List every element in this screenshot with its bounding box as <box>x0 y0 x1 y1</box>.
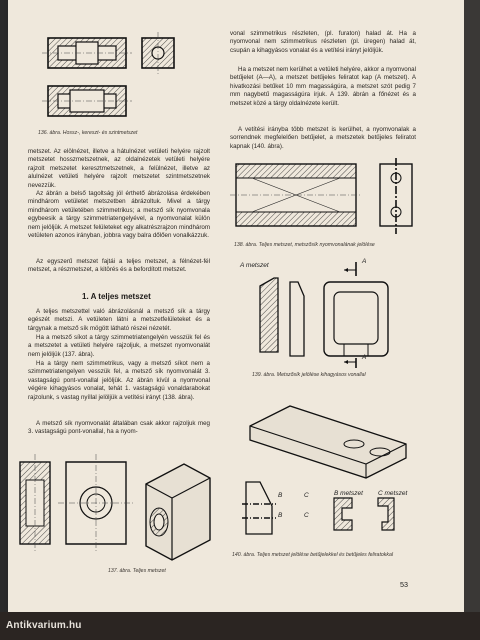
watermark: Antikvarium.hu <box>6 620 82 631</box>
figure-136-caption: 136. ábra. Hossz-, kereszt- és szintmetszet <box>38 130 138 136</box>
figure-140-c-label-bottom: C <box>304 512 309 519</box>
right-paragraph-3: A vetítési irányba több metszet is kerülhet, a nyomvonalak a sorrendnek megfelelően betűjelet, a metszetek betűjeles feliratot kapnak (140. ábra). <box>230 126 416 150</box>
left-paragraph-7: A metsző sík nyomvonalát általában csak akkor rajzoljuk meg 3. vastagságú pont-vonallal, ha a nyom- <box>28 420 210 436</box>
figure-140-section-c-label: C metszet <box>378 490 408 497</box>
figure-139 <box>230 256 420 368</box>
page-number: 53 <box>400 580 408 589</box>
right-paragraph-1: vonal szimmetrikus részleten, (pl. furaton) halad át. Ha a nyomvonal nem szimmetrikus részleten (pl. üregen) halad át, csupán a kihagyásos vonalat és a vetítési irányt jelöljük. <box>230 30 416 54</box>
figure-137 <box>14 444 214 564</box>
left-paragraph-5: Ha a metsző síkot a tárgy szimmetriatengelyén vesszük fel és a metszetet a vetületi helyére rajzoljuk, a metszet nyomvonalát nem jelöljük (137. ábra). <box>28 334 210 358</box>
figure-140-section-b-label: B metszet <box>334 490 363 497</box>
book-spine <box>464 0 480 640</box>
left-paragraph-1: metszet. Az elölnézet, illetve a hátulnézet vetületi helyére rajzolt metszetet hosszmetszetnek, az oldalnézetek vetületi helyére rajzolt metszetet keresztmetszetnek, a felülnézet, illetve az alulnézet vetületi helyére rajzolt metszetet szintmetszetnek nevezzük. <box>28 148 210 189</box>
figure-139-cut-label-top: A <box>362 258 367 265</box>
left-paragraph-2: Az ábrán a belső tagoltság jól érthető ábrázolása érdekében mindhárom vetületet metszetben ábrázoltuk. Mivel a tárgy mindhárom vetületében szimmetrikus; a metsző sík nyomvonala egybeesik a tárgy szimmetriatengelyével, a nyomvonalat külön nem jelöljük. A metszet felületeket egy alkatrészrajzon mindhárom vetületen azonos irányban, jobbra vagy balra dőlően vonalkázzuk. <box>28 190 210 240</box>
figure-138 <box>230 156 420 240</box>
figure-140-b-label-top: B <box>278 492 283 499</box>
left-paragraph-4: A teljes metszettel való ábrázolásnál a metsző sík a tárgy egészét metszi. A vetületen látni a metszetfelületeket és a tárgynak a metsző sík mögött látható részei nézetét. <box>28 308 210 332</box>
figure-138-caption: 138. ábra. Teljes metszet, metszősík nyomvonalának jelölése <box>234 242 375 248</box>
figure-140 <box>230 386 420 546</box>
figure-136 <box>36 18 196 126</box>
figure-140-c-label-top: C <box>304 492 309 499</box>
figure-139-section-label: A metszet <box>240 262 269 269</box>
figure-140-caption: 140. ábra. Teljes metszet jelölése betűjelekkel és betűjeles feliratokkal <box>232 552 393 558</box>
right-paragraph-2: Ha a metszet nem kerülhet a vetületi helyére, akkor a nyomvonal betűjelet (A—A), a metszet betűjeles feliratot kap (A metszet). A hivatkozási betűket 10 mm magasságúra, a metszet szót pedig 7 mm nagybetű magasságúra írjuk. A 139. ábrán a főnézet és a metszet közé a tárgy oldalnézete került. <box>230 66 416 107</box>
book-page <box>8 0 464 612</box>
figure-140-b-label-bottom: B <box>278 512 283 519</box>
figure-139-caption: 139. ábra. Metszősík jelölése kihagyásos vonallal <box>252 372 366 378</box>
section-heading: 1. A teljes metszet <box>82 292 151 301</box>
figure-139-cut-label-bottom: A <box>362 354 367 361</box>
left-paragraph-3: Az egyszerű metszet fajtái a teljes metszet, a félnézet-fél metszet, a részmetszet, a kitörés és a befordított metszet. <box>28 258 210 274</box>
figure-137-caption: 137. ábra. Teljes metszet <box>108 568 166 574</box>
left-paragraph-6: Ha a tárgy nem szimmetrikus, vagy a metsző síkot nem a szimmetriatengelyen vesszük fel, a metsző sík nyomvonalát 3. vastagságú pont-vonallal jelöljük. Az ábrán kívül a nyomvonal végére kihagyásos vonalat, tehát 1. vastagságú vonaldarabokat rajzolunk, s vastag nyíllal jelöljük a vetítési irányt (138. ábra). <box>28 360 210 401</box>
